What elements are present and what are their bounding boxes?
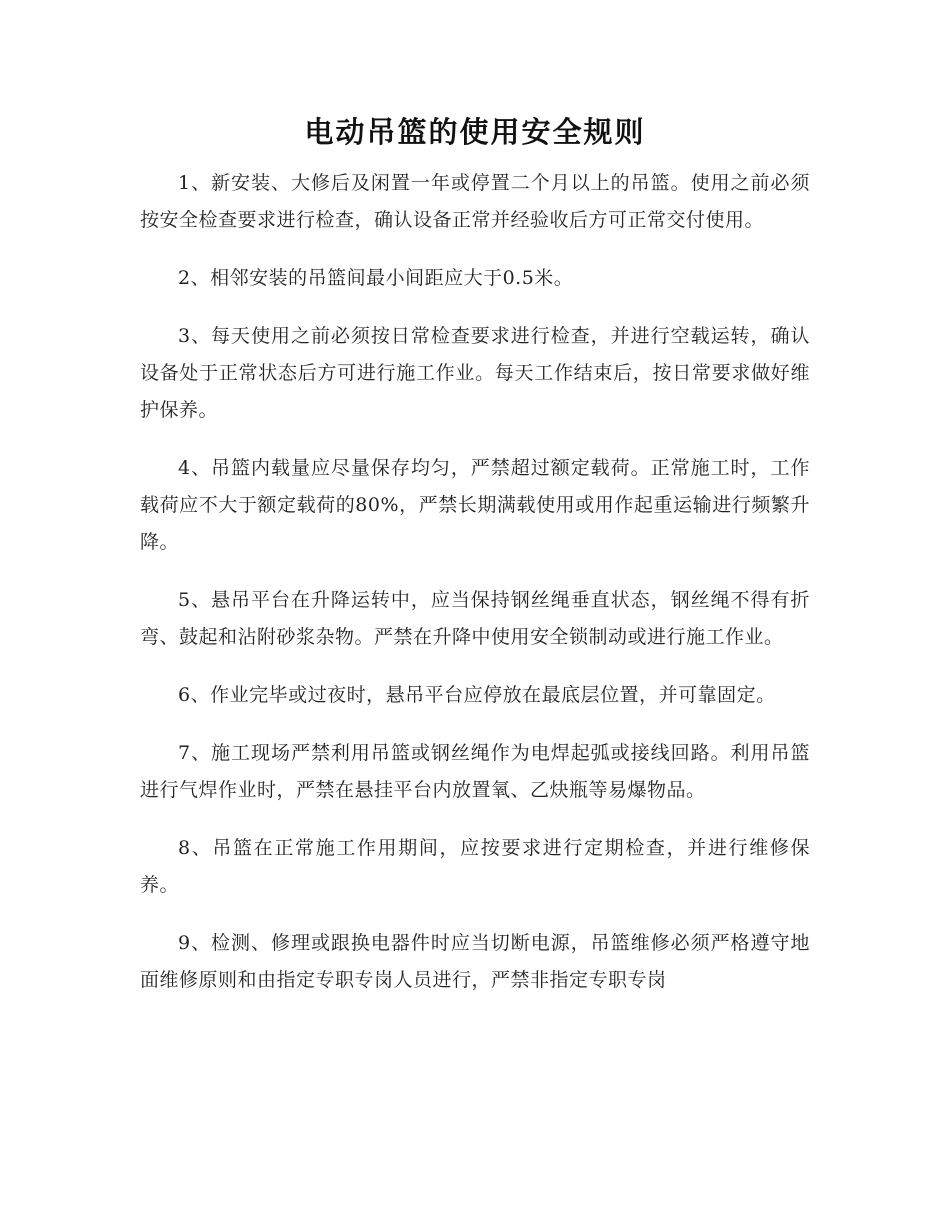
document-body xyxy=(140,165,810,1020)
rule-paragraph-6: 6、作业完毕或过夜时，悬吊平台应停放在最底层位置，并可靠固定。 xyxy=(178,684,776,706)
rule-paragraph-3: 3、每天使用之前必须按日常检查要求进行检查，并进行空载运转，确认设备处于正常状态后方可进行施工作业。每天工作结束后，按日常要求做好维护保养。 xyxy=(140,325,810,421)
document-title: 电动吊篮的使用安全规则 xyxy=(304,115,646,149)
rule-paragraph-5: 5、悬吊平台在升降运转中，应当保持钢丝绳垂直状态，钢丝绳不得有折弯、鼓起和沾附砂浆杂物。严禁在升降中使用安全锁制动或进行施工作业。 xyxy=(140,589,810,648)
rule-paragraph-4: 4、吊篮内载量应尽量保存均匀，严禁超过额定载荷。正常施工时，工作载荷应不大于额定载荷的80%，严禁长期满载使用或用作起重运输进行频繁升降。 xyxy=(140,457,810,553)
rule-paragraph-7: 7、施工现场严禁利用吊篮或钢丝绳作为电焊起弧或接线回路。利用吊篮进行气焊作业时，严禁在悬挂平台内放置氧、乙炔瓶等易爆物品。 xyxy=(140,742,810,801)
rule-paragraph-8: 8、吊篮在正常施工作用期间，应按要求进行定期检查，并进行维修保养。 xyxy=(140,837,810,896)
rule-paragraph-9: 9、检测、修理或跟换电器件时应当切断电源，吊篮维修必须严格遵守地面维修原则和由指定专职专岗人员进行，严禁非指定专职专岗 xyxy=(140,932,810,991)
rule-paragraph-1: 1、新安装、大修后及闲置一年或停置二个月以上的吊篮。使用之前必须按安全检查要求进行检查，确认设备正常并经验收后方可正常交付使用。 xyxy=(140,172,810,231)
rule-paragraph-2: 2、相邻安装的吊篮间最小间距应大于0.5米。 xyxy=(178,267,574,289)
